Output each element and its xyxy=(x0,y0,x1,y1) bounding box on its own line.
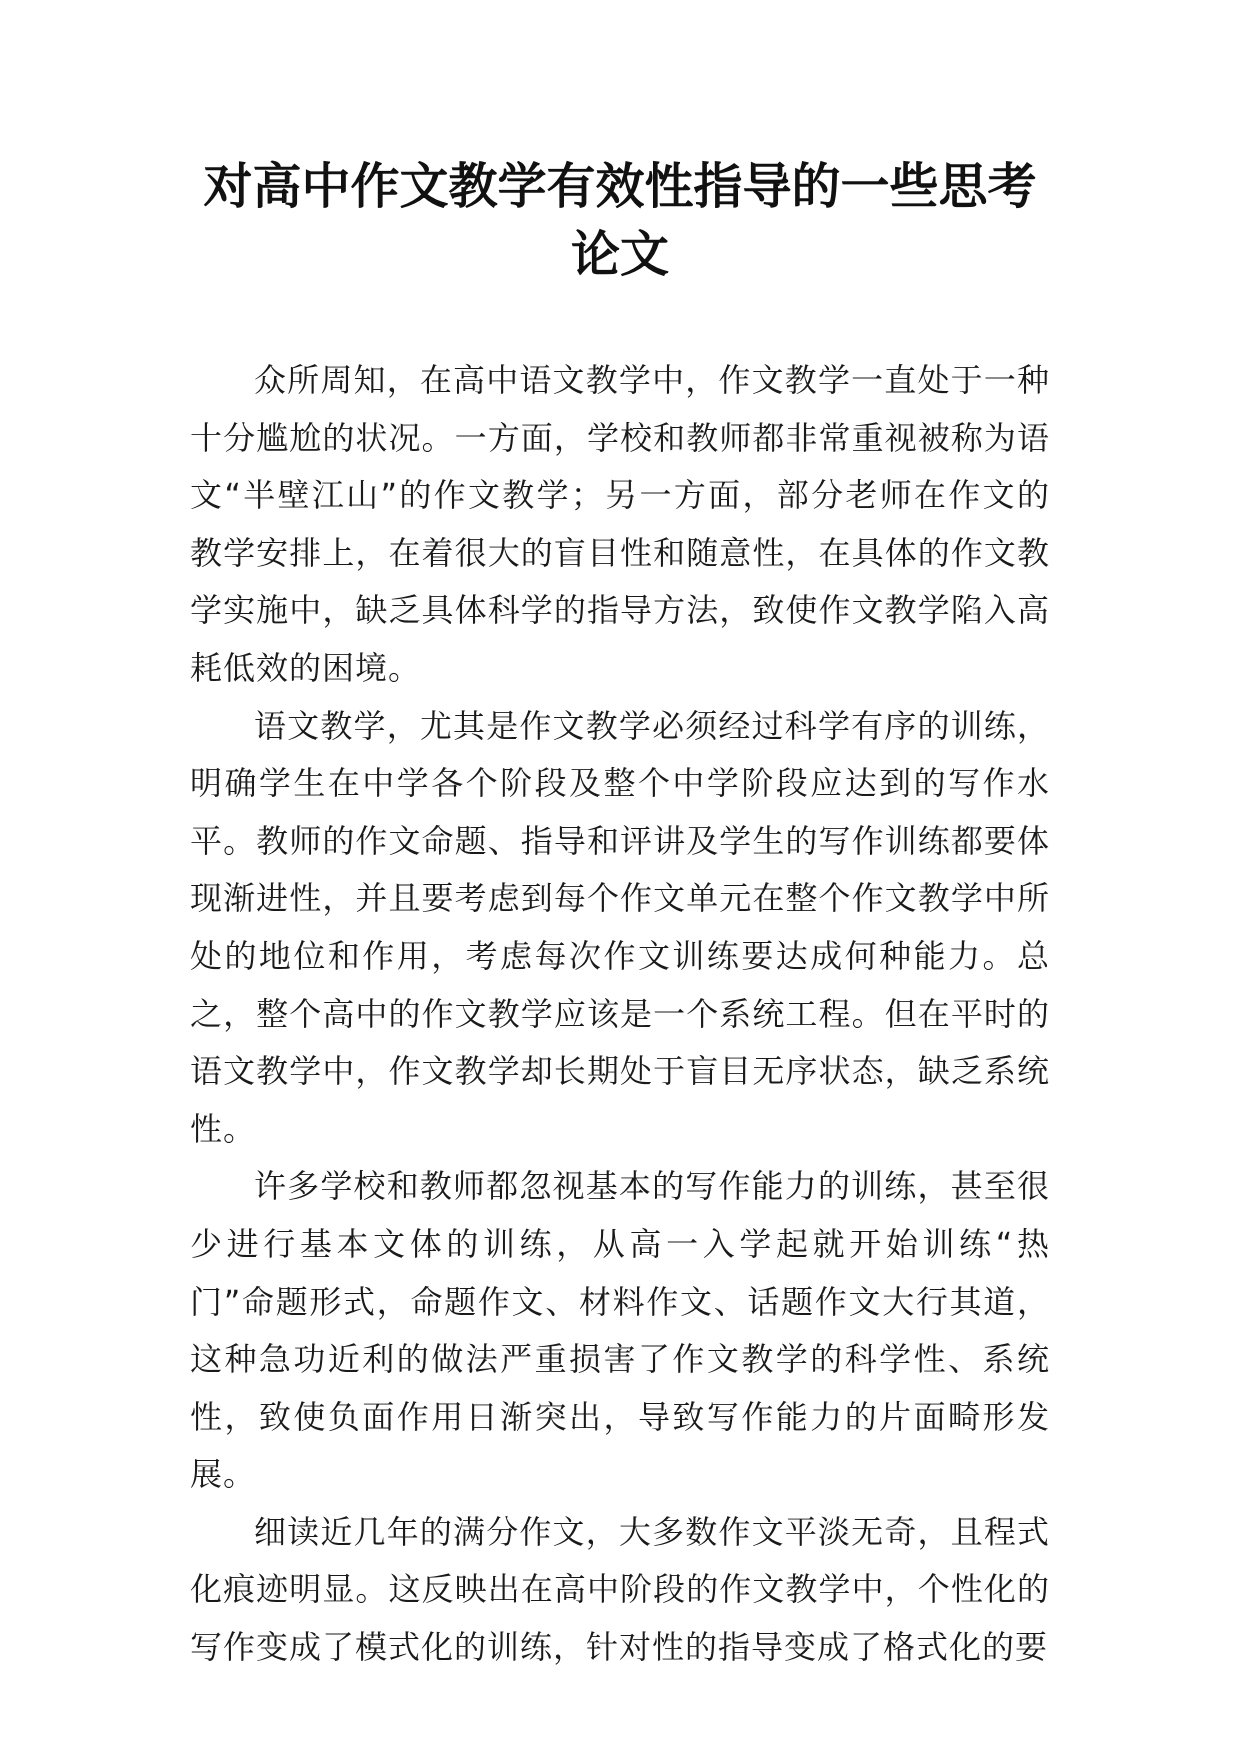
document-title: 对高中作文教学有效性指导的一些思考论文 xyxy=(203,157,1037,283)
paragraph-3: 许多学校和教师都忽视基本的写作能力的训练，甚至很少进行基本文体的训练，从高一入学起就开始训练“热门”命题形式，命题作文、材料作文、话题作文大行其道，这种急功近利的做法严重损害了作文教学的科学性、系统性，致使负面作用日渐突出，导致写作能力的片面畸形发展。 xyxy=(190,1167,1050,1494)
paragraph-2: 语文教学，尤其是作文教学必须经过科学有序的训练，明确学生在中学各个阶段及整个中学阶段应达到的写作水平。教师的作文命题、指导和评讲及学生的写作训练都要体现渐进性，并且要考虑到每个作文单元在整个作文教学中所处的地位和作用，考虑每次作文训练要达成何种能力。总之，整个高中的作文教学应该是一个系统工程。但在平时的语文教学中，作文教学却长期处于盲目无序状态，缺乏系统性。 xyxy=(190,706,1050,1148)
document-body xyxy=(190,352,1050,1677)
paragraph-4: 细读近几年的满分作文，大多数作文平淡无奇，且程式化痕迹明显。这反映出在高中阶段的作文教学中，个性化的写作变成了模式化的训练，针对性的指导变成了格式化的要 xyxy=(190,1512,1050,1667)
paragraph-1: 众所周知，在高中语文教学中，作文教学一直处于一种十分尴尬的状况。一方面，学校和教师都非常重视被称为语文“半壁江山”的作文教学；另一方面，部分老师在作文的教学安排上，在着很大的盲目性和随意性，在具体的作文教学实施中，缺乏具体科学的指导方法，致使作文教学陷入高耗低效的困境。 xyxy=(190,361,1050,687)
